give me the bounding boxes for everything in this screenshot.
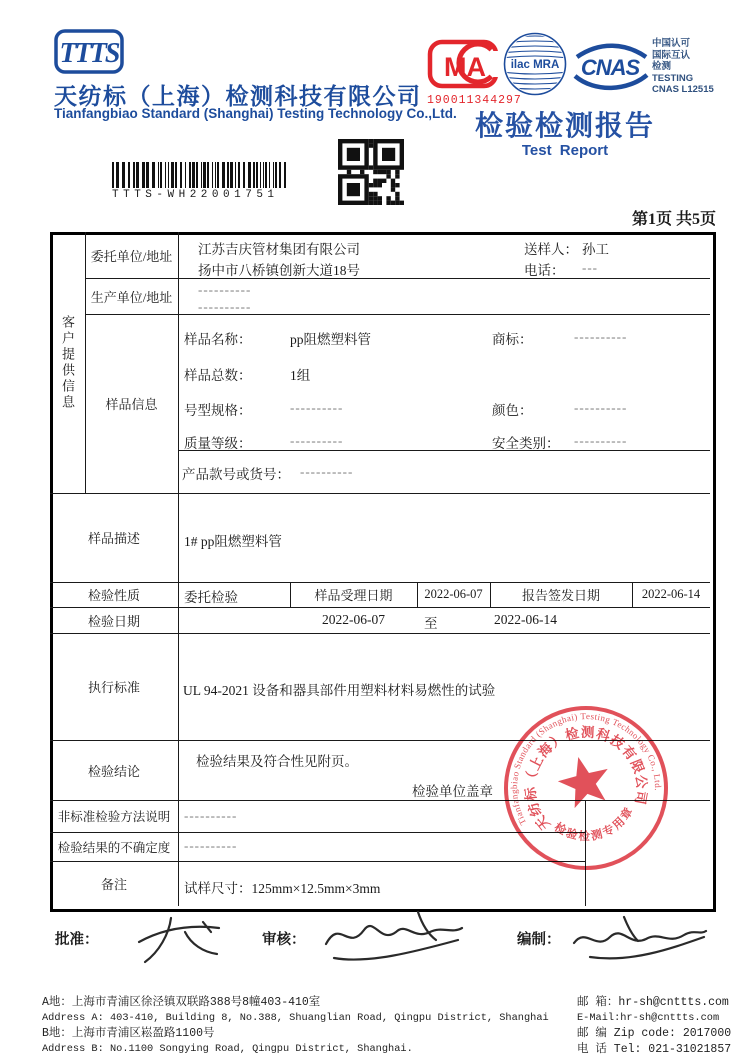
producer-line1: ----------: [198, 282, 252, 297]
trademark-value: ----------: [574, 329, 628, 344]
uncertainty-label: 检验结果的不确定度: [57, 840, 171, 855]
footer-line: A地：上海市青浦区徐泾镇双联路388号8幢403-410室: [42, 996, 321, 1009]
barcode-text: TTTS-WH22001751: [112, 189, 279, 201]
safety-class-label: 安全类别：: [492, 436, 560, 451]
cnas-side-line: CNAS L12515: [652, 84, 714, 95]
report-title-en: Test Report: [521, 142, 609, 159]
sample-desc-label: 样品描述: [87, 531, 140, 546]
sampler-label: 送样人：: [524, 242, 578, 257]
phone-label: 电话：: [524, 263, 565, 278]
issue-date-value: 2022-06-14: [641, 587, 701, 601]
conclusion-label: 检验结论: [87, 763, 140, 779]
model-spec-value: ----------: [290, 400, 344, 415]
footer-line: 邮 编 Zip code: 2017000: [577, 1027, 732, 1040]
cnas-text: CNAS: [580, 55, 640, 80]
client-info-group-label: 客户提供信息: [60, 314, 75, 411]
test-date-from: 2022-06-07: [322, 612, 385, 627]
approve-label: 批准：: [55, 932, 99, 948]
cnas-side-text: [652, 38, 714, 96]
standard-label: 执行标准: [87, 680, 140, 695]
seal-ring-text-en: Tianfangbiao Standard (Shanghai) Testing Technology Co., Ltd.: [508, 710, 664, 827]
producer-line2: ----------: [198, 299, 252, 314]
remark-value: 试样尺寸：125mm×12.5mm×3mm: [184, 881, 381, 896]
review-signature: [318, 900, 468, 972]
color-value: ----------: [574, 400, 628, 415]
review-label: 审核：: [262, 932, 306, 948]
prepare-label: 编制：: [517, 932, 561, 948]
ttts-logo-text: TTTS: [59, 38, 119, 69]
grid-line: [85, 278, 710, 279]
footer-line: B地：上海市青浦区崧盈路1100号: [42, 1027, 215, 1040]
producer-unit-label: 生产单位/地址: [90, 289, 173, 305]
test-nature-value: 委托检验: [184, 590, 238, 605]
nonstandard-value: ----------: [184, 808, 238, 823]
color-label: 颜色：: [492, 403, 533, 418]
entrust-unit-name: 江苏吉庆管材集团有限公司: [198, 242, 360, 257]
report-title-cn: 检验检测报告: [474, 111, 655, 142]
footer-line: Address B: No.1100 Songying Road, Qingpu District, Shanghai.: [42, 1042, 413, 1055]
company-name-cn: 天纺标（上海）检测科技有限公司: [54, 84, 422, 109]
company-name-en: Tianfangbiao Standard (Shanghai) Testing Technology Co.,Ltd.: [54, 106, 457, 121]
footer-line: 邮 箱：hr-sh@cnttts.com: [577, 996, 729, 1009]
seal-ring-text-cn: 天纺标（上海）检测科技有限公司: [522, 724, 650, 833]
cma-logo-icon: [427, 36, 503, 92]
official-seal: [496, 698, 676, 878]
cnas-side-line: 国际互认: [652, 49, 691, 61]
footer-line: Address A: 403-410, Building 8, No.388, Shuanglian Road, Qingpu District, Shanghai: [42, 1011, 549, 1024]
sample-name-value: pp阻燃塑料管: [290, 332, 371, 347]
issue-date-label: 报告签发日期: [521, 588, 600, 603]
svg-text:检验检测专用章: [550, 801, 642, 852]
footer-address-block: [42, 995, 549, 1057]
footer-contact-block: [577, 995, 731, 1057]
standard-value: UL 94-2021 设备和器具部件用塑料材料易燃性的试验: [183, 683, 496, 698]
prepare-signature: [566, 905, 711, 973]
product-no-value: ----------: [300, 464, 354, 479]
page-indicator: 第1页 共5页: [631, 211, 716, 228]
quality-grade-value: ----------: [290, 433, 344, 448]
grid-line: [85, 314, 710, 315]
seal-star-icon: [553, 751, 615, 811]
cnas-logo-icon: [570, 40, 650, 94]
test-date-to-word: 至: [424, 616, 438, 631]
nonstandard-label: 非标准检验方法说明: [57, 810, 171, 824]
cnas-side-line: 中国认可: [652, 38, 691, 49]
cnas-side-line: TESTING: [652, 72, 694, 84]
model-spec-label: 号型规格：: [184, 403, 252, 418]
test-date-to: 2022-06-14: [494, 612, 557, 627]
qr-code: [338, 139, 404, 205]
sample-count-label: 样品总数：: [184, 368, 252, 383]
ilac-mra-text: ilac MRA: [510, 59, 560, 71]
ilac-mra-logo-icon: [502, 31, 568, 97]
ttts-logo: [54, 29, 124, 74]
accept-date-value: 2022-06-07: [424, 587, 483, 601]
grid-line: [178, 450, 710, 451]
entrust-unit-label: 委托单位/地址: [90, 248, 173, 264]
accept-date-label: 样品受理日期: [314, 588, 393, 603]
cnas-side-line: 检测: [652, 61, 672, 72]
sample-count-value: 1组: [290, 368, 311, 383]
cma-number: 190011344297: [427, 94, 522, 107]
test-date-label: 检验日期: [87, 613, 140, 629]
sampler-value: 孙工: [582, 242, 609, 257]
trademark-label: 商标：: [492, 332, 533, 347]
sample-info-label: 样品信息: [105, 397, 158, 412]
cma-letters: MA: [444, 52, 486, 82]
safety-class-value: ----------: [574, 433, 628, 448]
footer-line: E-Mail:hr-sh@cnttts.com: [577, 1011, 720, 1024]
seal-bottom-text: 检验检测专用章: [552, 804, 637, 844]
quality-grade-label: 质量等级：: [184, 436, 252, 451]
barcode: [112, 162, 288, 188]
uncertainty-value: ----------: [184, 838, 238, 853]
footer-line: 电 话 Tel: 021-31021857: [577, 1042, 732, 1056]
phone-value: ---: [582, 260, 598, 275]
approve-signature: [125, 908, 235, 970]
sample-name-label: 样品名称：: [184, 332, 252, 347]
conclusion-value: 检验结果及符合性见附页。: [196, 754, 358, 769]
entrust-unit-address: 扬中市八桥镇创新大道18号: [198, 263, 360, 278]
test-nature-label: 检验性质: [87, 588, 140, 603]
sample-desc-value: 1# pp阻燃塑料管: [184, 534, 282, 549]
product-no-label: 产品款号或货号：: [182, 467, 290, 482]
remark-label: 备注: [100, 877, 127, 892]
stamp-hint: 检验单位盖章: [412, 784, 493, 799]
grid-line: [178, 232, 179, 906]
